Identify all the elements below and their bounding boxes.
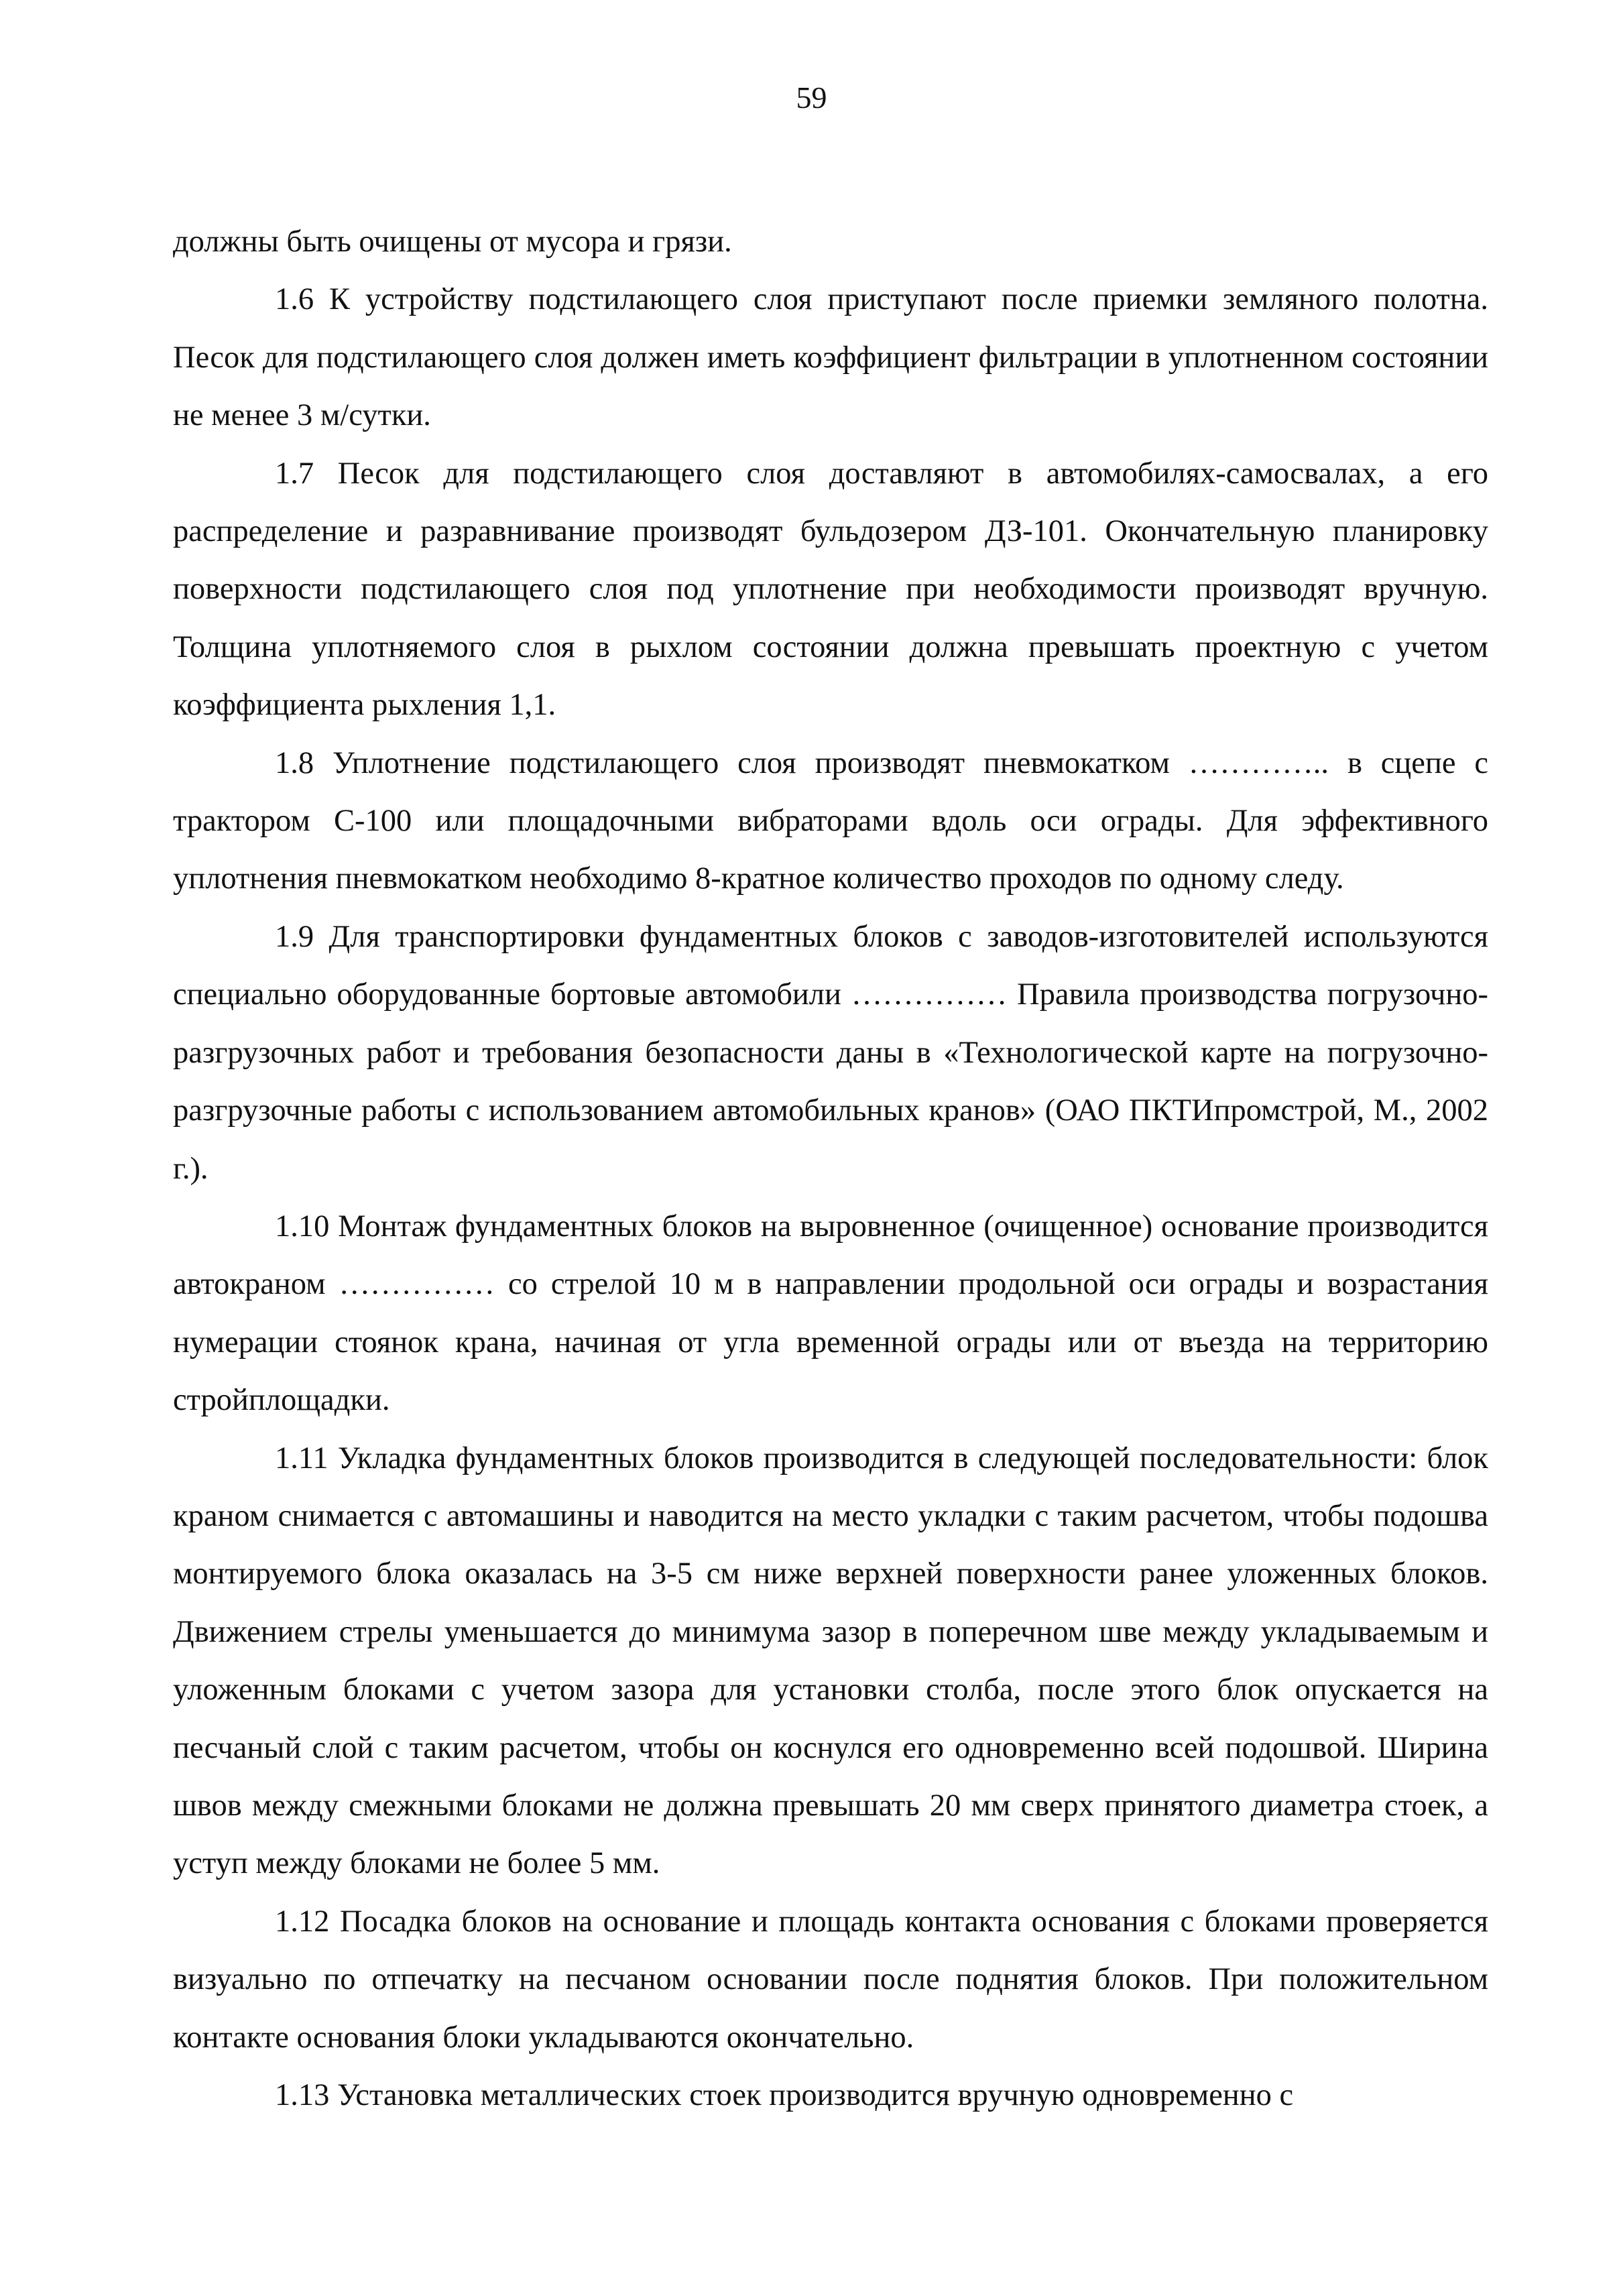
paragraph-1-12: 1.12 Посадка блоков на основание и площадь контакта основания с блоками проверяется визуально по отпечатку на песчаном основании после поднятия блоков. При положительном контакте основания блоки укладываются окончательно. [173, 1904, 1488, 2055]
document-body [173, 213, 1488, 2124]
page-number: 59 [796, 80, 827, 115]
paragraph-1-6: 1.6 К устройству подстилающего слоя приступают после приемки земляного полотна. Песок для подстилающего слоя должен иметь коэффициент фильтрации в уплотненном состоянии не менее 3 м/сутки. [173, 282, 1488, 433]
paragraph-1-13: 1.13 Установка металлических стоек производится вручную одновременно с [275, 2078, 1294, 2112]
paragraph-1-11: 1.11 Укладка фундаментных блоков производится в следующей последовательности: блок краном снимается с автомашины и наводится на место укладки с таким расчетом, чтобы подошва монтируемого блока оказалась на 3-5 см ниже верхней поверхности ранее уложенных блоков. Движением стрелы уменьшается до минимума зазор в поперечном шве между укладываемым и уложенным блоками с учетом зазора для установки столба, после этого блок опускается на песчаный слой с таким расчетом, чтобы он коснулся его одновременно всей подошвой. Ширина швов между смежными блоками не должна превышать 20 мм сверх принятого диаметра стоек, а уступ между блоками не более 5 мм. [173, 1441, 1488, 1881]
paragraph-1-9: 1.9 Для транспортировки фундаментных блоков с заводов-изготовителей используются специально оборудованные бортовые автомобили …………… Правила производства погрузочно-разгрузочных работ и требования безопасности даны в «Технологической карте на погрузочно-разгрузочные работы с использованием автомобильных кранов» (ОАО ПКТИпромстрой, М., 2002 г.). [173, 919, 1488, 1186]
paragraph-1-10: 1.10 Монтаж фундаментных блоков на выровненное (очищенное) основание производится автокраном …………… со стрелой 10 м в направлении продольной оси ограды и возрастания нумерации стоянок крана, начиная от угла временной ограды или от въезда на территорию стройплощадки. [173, 1209, 1488, 1418]
paragraph-1-8: 1.8 Уплотнение подстилающего слоя производят пневмокатком ………….. в сцепе с трактором С-100 или площадочными вибраторами вдоль оси ограды. Для эффективного уплотнения пневмокатком необходимо 8-кратное количество проходов по одному следу. [173, 745, 1488, 896]
paragraph-1-7: 1.7 Песок для подстилающего слоя доставляют в автомобилях-самосвалах, а его распределение и разравнивание производят бульдозером ДЗ-101. Окончательную планировку поверхности подстилающего слоя под уплотнение при необходимости производят вручную. Толщина уплотняемого слоя в рыхлом состоянии должна превышать проектную с учетом коэффициента рыхления 1,1. [173, 456, 1488, 723]
paragraph-continuation: должны быть очищены от мусора и грязи. [173, 225, 732, 259]
